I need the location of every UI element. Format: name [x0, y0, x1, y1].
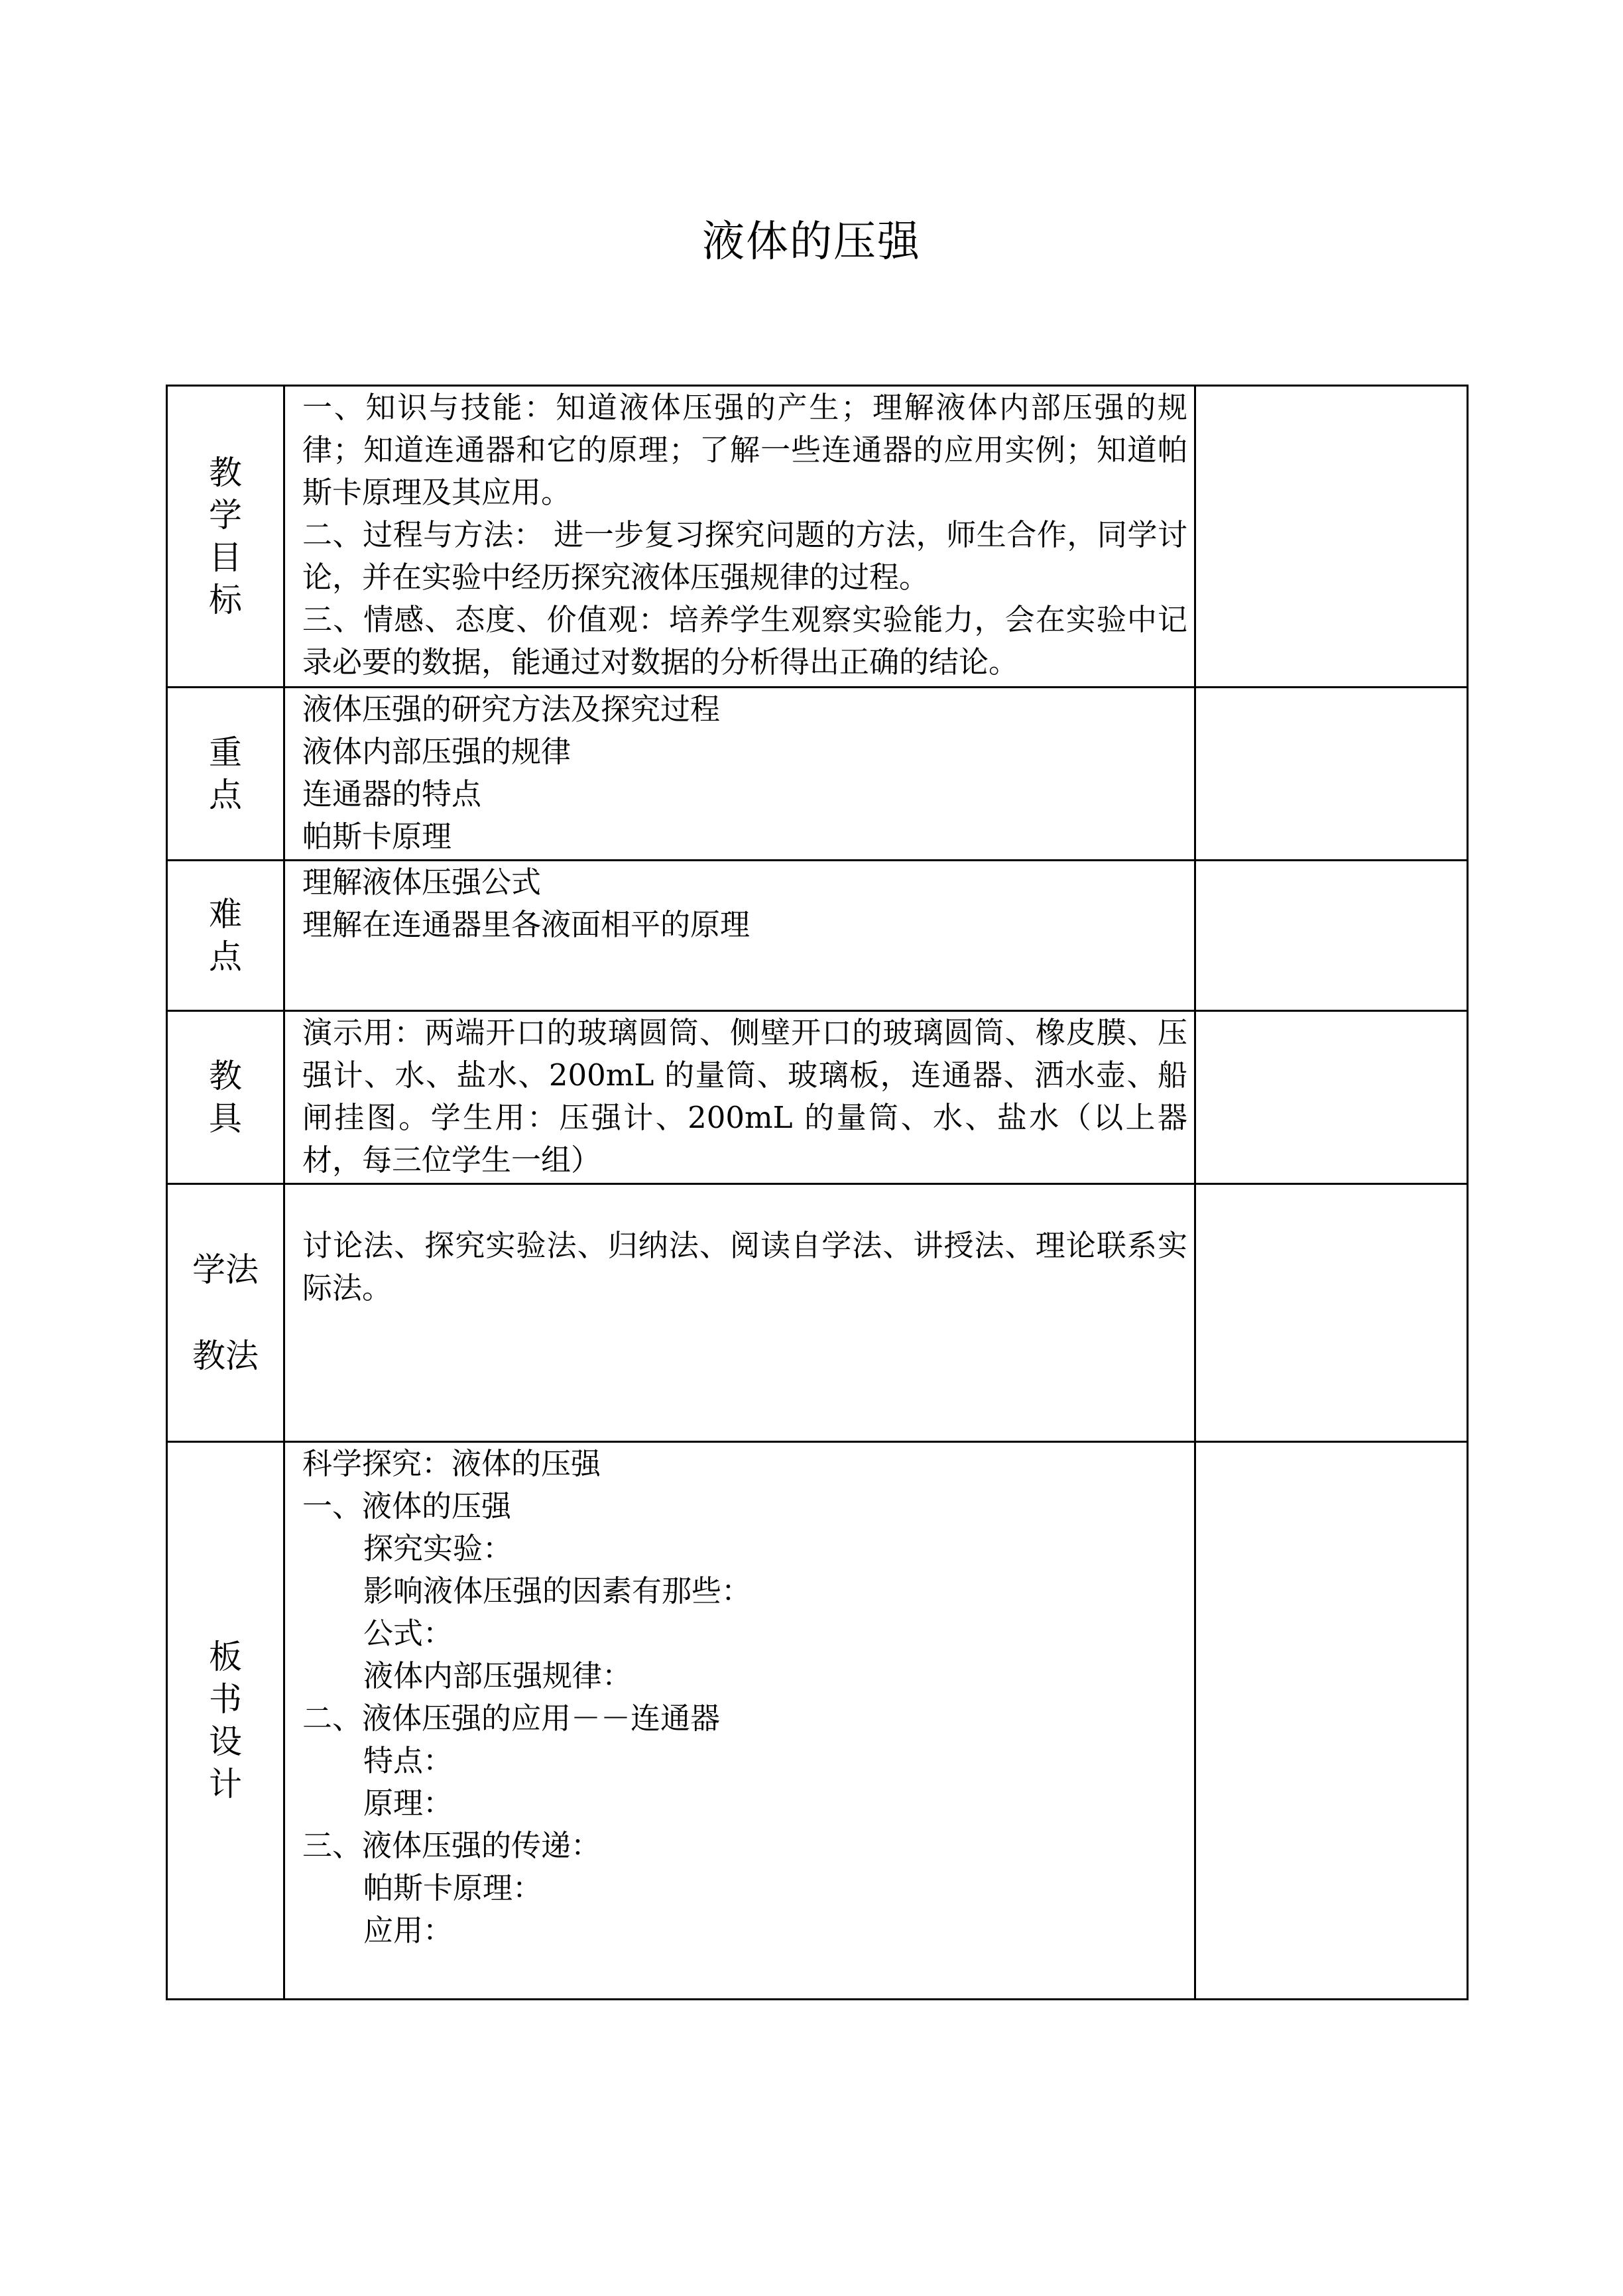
board-section-3: 三、液体压强的传递：: [302, 1828, 601, 1863]
notes-methods: [1195, 1184, 1468, 1442]
difficulty-item: 理解液体压强公式: [302, 865, 542, 900]
row-difficulties: [167, 861, 1468, 1011]
label-teaching-goals: 教学目标: [167, 386, 284, 688]
notes-teaching-aids: [1195, 1011, 1468, 1184]
teaching-aids-text: 演示用：两端开口的玻璃圆筒、侧壁开口的玻璃圆筒、橡皮膜、压强计、水、盐水、200mL 的量筒、玻璃板，连通器、洒水壶、船闸挂图。学生用：压强计、200mL 的量筒、水、盐水（以上器材，每三位学生一组）: [302, 1015, 1187, 1178]
board-section-1: 一、液体的压强: [302, 1488, 512, 1524]
notes-difficulties: [1195, 861, 1468, 1011]
row-key-points: [167, 688, 1468, 861]
notes-board-design: [1195, 1442, 1468, 2000]
methods-text: 讨论法、探究实验法、归纳法、阅读自学法、讲授法、理论联系实际法。: [302, 1228, 1187, 1305]
content-difficulties: [284, 861, 1195, 1011]
row-methods: [167, 1184, 1468, 1442]
label-board-design: 板书设计: [167, 1442, 284, 2000]
row-teaching-aids: [167, 1011, 1468, 1184]
label-key-points: 重点: [167, 688, 284, 861]
content-methods: [284, 1184, 1195, 1442]
board-item: 影响液体压强的因素有那些：: [363, 1573, 752, 1608]
label-difficulties: 难点: [167, 861, 284, 1011]
key-point-item: 液体内部压强的规律: [302, 734, 571, 769]
content-teaching-aids: [284, 1011, 1195, 1184]
content-key-points: [284, 688, 1195, 861]
difficulty-item: 理解在连通器里各液面相平的原理: [302, 907, 751, 942]
goal-process: 二、过程与方法： 进一步复习探究问题的方法，师生合作，同学讨论，并在实验中经历探究液体压强规律的过程。: [302, 517, 1187, 595]
board-item: 帕斯卡原理：: [363, 1870, 543, 1905]
board-section-2: 二、液体压强的应用－－连通器: [302, 1701, 721, 1736]
label-teaching-aids: 教具: [167, 1011, 284, 1184]
board-item: 原理：: [363, 1785, 453, 1821]
board-item: 特点：: [363, 1743, 453, 1778]
label-teaching-method: 教法: [192, 1337, 259, 1375]
row-teaching-goals: [167, 386, 1468, 688]
board-item: 探究实验：: [363, 1531, 513, 1566]
content-teaching-goals: [284, 386, 1195, 688]
label-methods: [167, 1184, 284, 1442]
notes-key-points: [1195, 688, 1468, 861]
board-item: 液体内部压强规律：: [363, 1658, 632, 1693]
board-item: 公式：: [363, 1616, 453, 1651]
page-title: 液体的压强: [702, 217, 921, 267]
key-point-item: 帕斯卡原理: [302, 819, 452, 854]
key-point-item: 连通器的特点: [302, 776, 482, 812]
notes-teaching-goals: [1195, 386, 1468, 688]
key-point-item: 液体压强的研究方法及探究过程: [302, 692, 721, 727]
goal-attitude: 三、情感、态度、价值观：培养学生观察实验能力，会在实验中记录必要的数据，能通过对数据的分析得出正确的结论。: [302, 602, 1187, 680]
row-board-design: [167, 1442, 1468, 2000]
board-item: 应用：: [363, 1913, 453, 1948]
board-heading: 科学探究：液体的压强: [302, 1446, 601, 1481]
label-learning-method: 学法: [192, 1250, 259, 1289]
goal-knowledge: 一、知识与技能：知道液体压强的产生；理解液体内部压强的规律；知道连通器和它的原理；了解一些连通器的应用实例；知道帕斯卡原理及其应用。: [302, 390, 1187, 510]
content-board-design: [284, 1442, 1195, 2000]
lesson-plan-table: [166, 385, 1469, 2000]
